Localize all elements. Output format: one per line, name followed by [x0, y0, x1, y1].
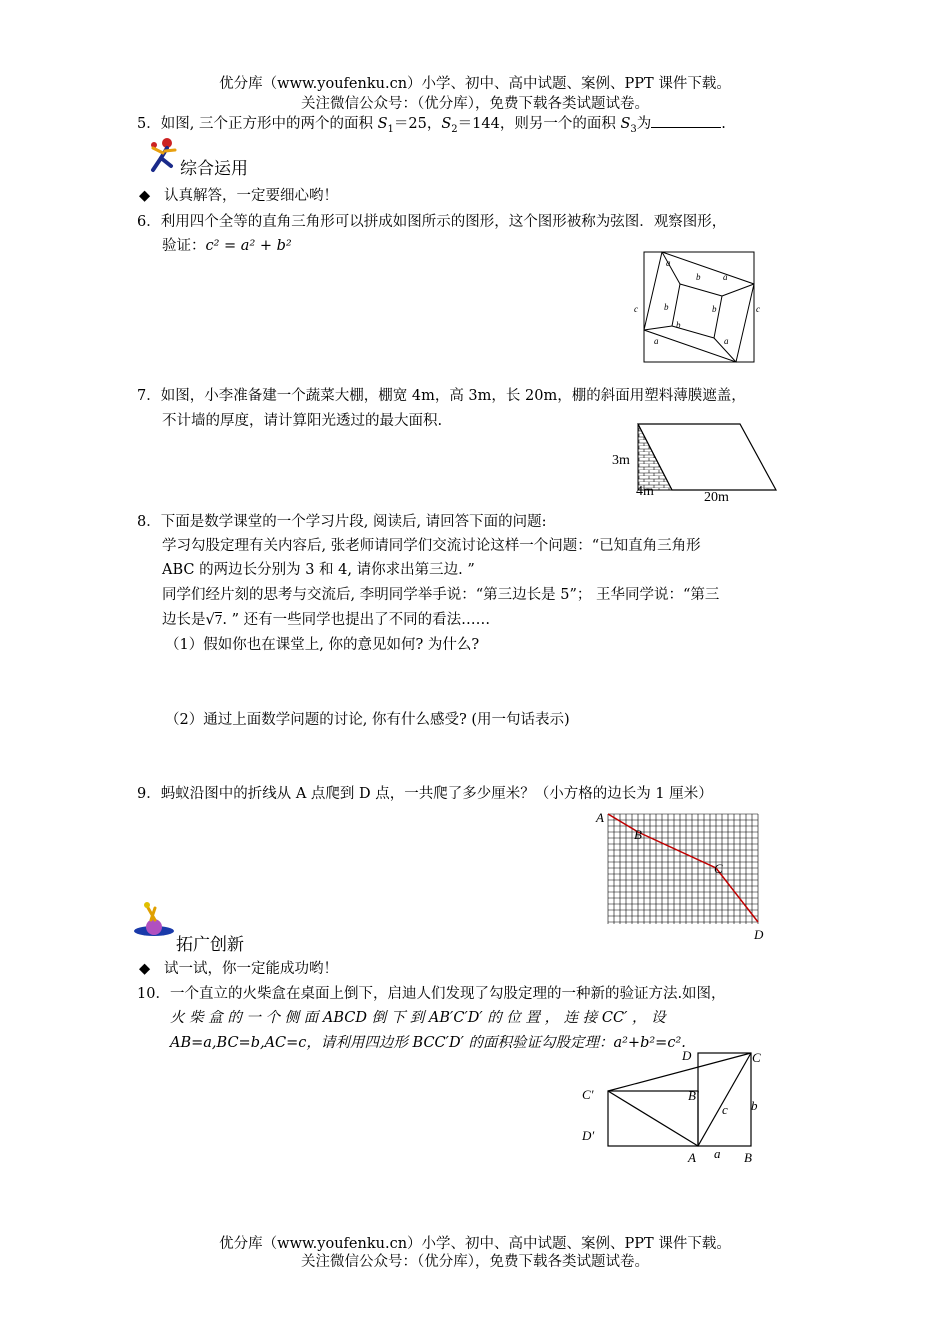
point-label-D: D	[682, 1048, 692, 1063]
diagram-label-b: b	[676, 320, 681, 330]
footer-line-2: 关注微信公众号：（优分库），免费下载各类试题试卷。	[301, 1254, 649, 1270]
width-label: 4m	[636, 484, 654, 499]
diagram-label-c: c	[756, 304, 760, 314]
header-line-1: 优分库（www.youfenku.cn）小学、初中、高中试题、案例、PPT 课件下载。	[219, 76, 731, 92]
section1-instruction: ◆ 认真解答，一定要细心哟！	[139, 188, 338, 204]
section2-instruction: ◆ 试一试，你一定能成功哟！	[139, 961, 338, 977]
point-label-B-prime: B′	[688, 1088, 699, 1103]
section-title-comprehensive: 综合运用	[180, 159, 248, 179]
question-9: 9．蚂蚁沿图中的折线从 A 点爬到 D 点，一共爬了多少厘米？（小方格的边长为 1 厘米）	[137, 786, 713, 802]
question-8-para2-line1: 同学们经片刻的思考与交流后, 李明同学举手说：“第三边长是 5”； 王华同学说：“第三	[162, 587, 720, 603]
matchbox-diagram	[574, 1044, 774, 1168]
question-7-line-1: 7．如图，小李准备建一个蔬菜大棚，棚宽 4m，高 3m，长 20m，棚的斜面用塑料薄膜遮盖，	[137, 388, 746, 404]
grid-lines	[608, 814, 758, 924]
diagram-label-b: b	[664, 302, 669, 312]
length-label: 20m	[704, 490, 729, 505]
side-label-a: a	[714, 1146, 721, 1161]
diagram-label-a: a	[724, 336, 729, 346]
diagram-label-a: a	[654, 336, 659, 346]
question-5: 5．如图, 三个正方形中的两个的面积 $S_1=25$，$S_2=144$，则另一个的面积 $S_3$为 .	[137, 116, 726, 135]
point-label-C: C	[714, 861, 723, 876]
point-label-D-prime: D′	[582, 1128, 595, 1143]
section-title-extension: 拓广创新	[176, 935, 244, 955]
side-label-b: b	[751, 1098, 758, 1113]
question-8-intro: 8．下面是数学课堂的一个学习片段, 阅读后, 请回答下面的问题:	[137, 514, 547, 530]
diagram-label-c: c	[634, 304, 638, 314]
height-label: 3m	[612, 453, 630, 468]
diagram-label-b: b	[696, 272, 701, 282]
side-label-c: c	[722, 1102, 728, 1117]
sqrt-symbol: √	[205, 612, 215, 628]
question-8-para1-line1: 学习勾股定理有关内容后, 张老师请同学们交流讨论这样一个问题：“已知直角三角形	[162, 538, 701, 554]
greenhouse-diagram	[606, 416, 790, 508]
question-8-para2-line2: 边长是√7. ” 还有一些同学也提出了不同的看法……	[162, 612, 491, 628]
question-8-sub1: （1）假如你也在课堂上, 你的意见如何? 为什么?	[165, 637, 480, 653]
point-label-A: A	[596, 810, 604, 825]
question-6-line-2: 验证：c² = a² + b²	[162, 238, 292, 254]
runner-icon	[143, 136, 181, 174]
question-8-para1-line2: ABC 的两边长分别为 3 和 4, 请你求出第三边. ”	[162, 562, 475, 578]
point-label-C: C	[752, 1050, 761, 1065]
question-8-sub2: （2）通过上面数学问题的讨论, 你有什么感受? (用一句话表示)	[165, 712, 570, 728]
point-label-B: B	[744, 1150, 752, 1165]
footer-line-1: 优分库（www.youfenku.cn）小学、初中、高中试题、案例、PPT 课件下载。	[219, 1236, 731, 1252]
point-label-D: D	[754, 927, 764, 942]
point-label-C-prime: C′	[582, 1087, 594, 1102]
question-7-line-2: 不计墙的厚度，请计算阳光透过的最大面积.	[162, 413, 443, 429]
point-label-A: A	[688, 1150, 696, 1165]
planet-icon	[133, 900, 175, 940]
grid-path-diagram	[590, 804, 770, 944]
string-diagram	[634, 246, 764, 370]
diagram-label-b: b	[712, 304, 717, 314]
diagram-label-a: a	[723, 272, 728, 282]
question-10-line-2: 火 柴 盒 的 一 个 侧 面 ABCD 倒 下 到 AB′C′D′ 的 位 置 ， 连 接 CC′ ， 设	[170, 1010, 666, 1026]
question-6-line-1: 6．利用四个全等的直角三角形可以拼成如图所示的图形，这个图形被称为弦图．观察图形，	[137, 214, 727, 230]
answer-blank-5[interactable]	[651, 115, 721, 128]
diagram-label-a: a	[666, 258, 671, 268]
point-label-B: B	[634, 827, 642, 842]
header-line-2: 关注微信公众号：（优分库），免费下载各类试题试卷。	[301, 96, 649, 112]
question-10-line-3: AB=a,BC=b,AC=c，请利用四边形 BCC′D′ 的面积验证勾股定理：a²+b²=c².	[170, 1035, 686, 1051]
question-10-line-1: 10．一个直立的火柴盒在桌面上倒下，启迪人们发现了勾股定理的一种新的验证方法.如图，	[137, 986, 726, 1002]
